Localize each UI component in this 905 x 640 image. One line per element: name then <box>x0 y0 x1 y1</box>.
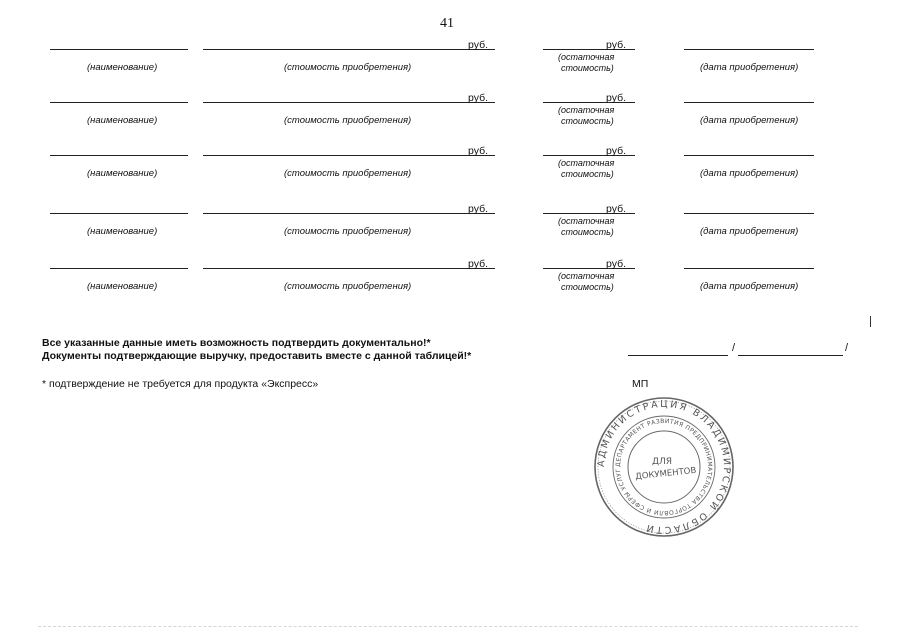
name-field-line[interactable] <box>50 268 188 269</box>
signature-line[interactable] <box>628 355 728 356</box>
caption-date: (дата приобретения) <box>700 62 799 73</box>
seal-place-label: МП <box>632 378 649 390</box>
caption-cost: (стоимость приобретения) <box>284 281 412 292</box>
signature-separator: / <box>732 342 736 354</box>
caption-residual-1: (остаточная <box>558 216 615 226</box>
footnote: * подтверждение не требуется для продукта «Экспресс» <box>42 378 319 390</box>
currency-label: руб. <box>468 92 489 104</box>
caption-residual-1: (остаточная <box>558 52 615 62</box>
stamp-graphic <box>592 394 736 540</box>
cost-field-line[interactable] <box>203 102 495 103</box>
caption-name: (наименование) <box>87 281 158 292</box>
currency-label-residual: руб. <box>606 92 627 104</box>
caption-date: (дата приобретения) <box>700 226 799 237</box>
asset-row-2 <box>0 91 905 141</box>
stamp-center-line2: ДОКУМЕНТОВ <box>634 465 697 483</box>
asset-row-4 <box>0 202 905 252</box>
cost-field-line[interactable] <box>203 213 495 214</box>
name-decoding-line[interactable] <box>738 355 843 356</box>
name-field-line[interactable] <box>50 213 188 214</box>
documents-note: Документы подтверждающие выручку, предоставить вместе с данной таблицей!* <box>42 350 472 362</box>
name-field-line[interactable] <box>50 155 188 156</box>
cost-field-line[interactable] <box>203 155 495 156</box>
cost-field-line[interactable] <box>203 268 495 269</box>
caption-residual-2: стоимость) <box>561 169 614 179</box>
caption-name: (наименование) <box>87 115 158 126</box>
currency-label: руб. <box>468 39 489 51</box>
caption-date: (дата приобретения) <box>700 168 799 179</box>
svg-text:ДЕПАРТАМЕНТ РАЗВИТИЯ ПРЕДПРИНИ <box>615 418 713 516</box>
name-field-line[interactable] <box>50 102 188 103</box>
confirmation-note: Все указанные данные иметь возможность подтвердить документально!* <box>42 337 431 349</box>
official-stamp <box>592 394 736 540</box>
caption-date: (дата приобретения) <box>700 115 799 126</box>
asset-row-5 <box>0 257 905 307</box>
caption-residual-2: стоимость) <box>561 227 614 237</box>
scan-edge-marks <box>38 624 858 627</box>
signature-block <box>628 343 853 357</box>
caption-cost: (стоимость приобретения) <box>284 168 412 179</box>
currency-label-residual: руб. <box>606 258 627 270</box>
caption-cost: (стоимость приобретения) <box>284 226 412 237</box>
caption-residual-2: стоимость) <box>561 116 614 126</box>
date-field-line[interactable] <box>684 49 814 50</box>
caption-residual-2: стоимость) <box>561 63 614 73</box>
caption-residual-1: (остаточная <box>558 105 615 115</box>
currency-label: руб. <box>468 203 489 215</box>
caption-residual-2: стоимость) <box>561 282 614 292</box>
currency-label-residual: руб. <box>606 203 627 215</box>
currency-label: руб. <box>468 258 489 270</box>
asset-row-1 <box>0 38 905 88</box>
caption-cost: (стоимость приобретения) <box>284 62 412 73</box>
stamp-outer-text: АДМИНИСТРАЦИЯ ВЛАДИМИРСКОЙ ОБЛАСТИ <box>595 398 733 536</box>
margin-mark <box>870 316 871 327</box>
page-number: 41 <box>440 16 454 31</box>
caption-residual-1: (остаточная <box>558 158 615 168</box>
date-field-line[interactable] <box>684 102 814 103</box>
currency-label: руб. <box>468 145 489 157</box>
name-field-line[interactable] <box>50 49 188 50</box>
stamp-inner-text: ДЕПАРТАМЕНТ РАЗВИТИЯ ПРЕДПРИНИМАТЕЛЬСТВА ТОРГОВЛИ И СФЕРЫ УСЛУГ <box>614 417 714 517</box>
caption-name: (наименование) <box>87 226 158 237</box>
stamp-center-line1: ДЛЯ <box>651 457 673 467</box>
caption-cost: (стоимость приобретения) <box>284 115 412 126</box>
signature-separator-end: / <box>845 342 849 354</box>
currency-label-residual: руб. <box>606 39 627 51</box>
date-field-line[interactable] <box>684 213 814 214</box>
date-field-line[interactable] <box>684 155 814 156</box>
asset-row-3 <box>0 144 905 194</box>
cost-field-line[interactable] <box>203 49 495 50</box>
currency-label-residual: руб. <box>606 145 627 157</box>
caption-name: (наименование) <box>87 168 158 179</box>
caption-name: (наименование) <box>87 62 158 73</box>
caption-date: (дата приобретения) <box>700 281 799 292</box>
caption-residual-1: (остаточная <box>558 271 615 281</box>
date-field-line[interactable] <box>684 268 814 269</box>
